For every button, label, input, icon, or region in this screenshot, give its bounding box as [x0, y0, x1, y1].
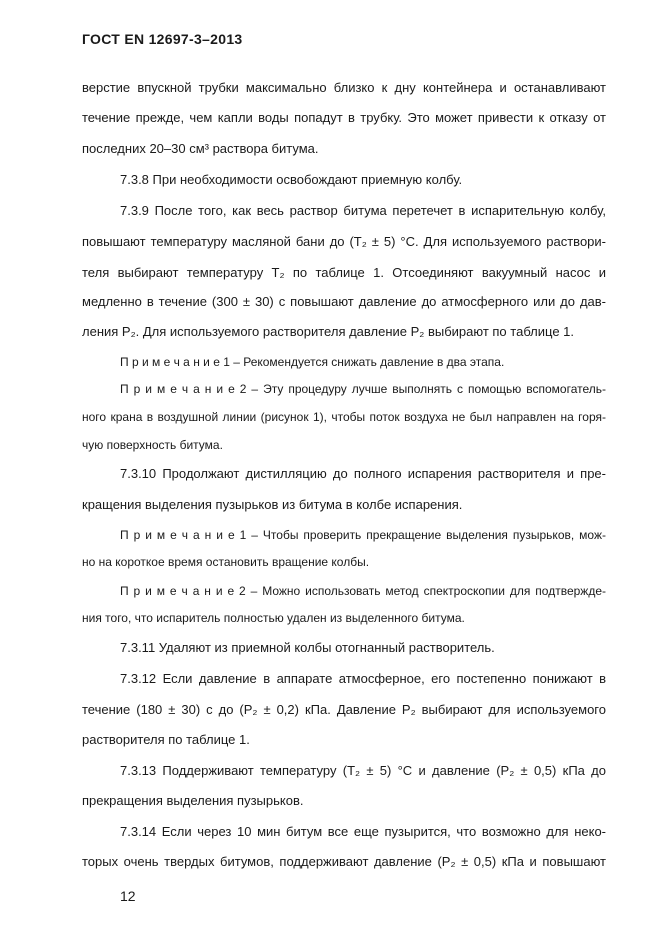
- text-line: 7.3.9 После того, как весь раствор битума перетечет в испарительную колбу,: [120, 203, 606, 218]
- text-line: 7.3.12 Если давление в аппарате атмосферное, его постепенно понижают в: [120, 671, 606, 686]
- text-line: 7.3.14 Если через 10 мин битум все еще пузырится, что возможно для неко-: [120, 824, 606, 839]
- text-line: растворителя по таблице 1.: [82, 732, 250, 747]
- text-line: ления P₂. Для используемого растворителя давление P₂ выбирают по таблице 1.: [82, 324, 575, 339]
- text-line: торых очень твердых битумов, поддерживают давление (P₂ ± 0,5) кПа и повышают: [82, 854, 606, 869]
- note-line: П р и м е ч а н и е 2 – Можно использовать метод спектроскопии для подтвержде-: [120, 584, 606, 598]
- note-line: ния того, что испаритель полностью удален из выделенного битума.: [82, 611, 465, 625]
- text-line: 7.3.8 При необходимости освобождают приемную колбу.: [120, 172, 463, 187]
- page-number: 12: [120, 888, 136, 904]
- note-line: чую поверхность битума.: [82, 438, 223, 452]
- text-line: теля выбирают температуру T₂ по таблице 1. Отсоединяют вакуумный насос и: [82, 265, 606, 280]
- note-line: ного крана в воздушной линии (рисунок 1), чтобы поток воздуха не был направлен на горя-: [82, 410, 606, 424]
- text-line: 7.3.11 Удаляют из приемной колбы отогнанный растворитель.: [120, 640, 495, 655]
- note-line: П р и м е ч а н и е 2 – Эту процедуру лучше выполнять с помощью вспомогатель-: [120, 382, 606, 396]
- text-line: верстие впускной трубки максимально близко к дну контейнера и останавливают: [82, 80, 606, 95]
- text-line: последних 20–30 см³ раствора битума.: [82, 141, 319, 156]
- text-line: 7.3.13 Поддерживают температуру (T₂ ± 5) °С и давление (P₂ ± 0,5) кПа до: [120, 763, 606, 778]
- text-line: повышают температуру масляной бани до (T₂ ± 5) °С. Для используемого раствори-: [82, 234, 606, 249]
- text-line: течение (180 ± 30) с до (P₂ ± 0,2) кПа. Давление P₂ выбирают для используемого: [82, 702, 606, 717]
- note-line: П р и м е ч а н и е 1 – Рекомендуется снижать давление в два этапа.: [120, 355, 505, 369]
- note-line: но на короткое время остановить вращение колбы.: [82, 555, 370, 569]
- note-line: П р и м е ч а н и е 1 – Чтобы проверить прекращение выделения пузырьков, мож-: [120, 528, 606, 542]
- text-line: течение прежде, чем капли воды попадут в трубку. Это может привести к отказу от: [82, 110, 606, 125]
- text-line: 7.3.10 Продолжают дистилляцию до полного испарения растворителя и пре-: [120, 466, 606, 481]
- document-header: ГОСТ EN 12697-3–2013: [82, 31, 243, 47]
- text-line: медленно в течение (300 ± 30) с повышают давление до атмосферного или до дав-: [82, 294, 606, 309]
- text-line: кращения выделения пузырьков из битума в колбе испарения.: [82, 497, 463, 512]
- text-line: прекращения выделения пузырьков.: [82, 793, 304, 808]
